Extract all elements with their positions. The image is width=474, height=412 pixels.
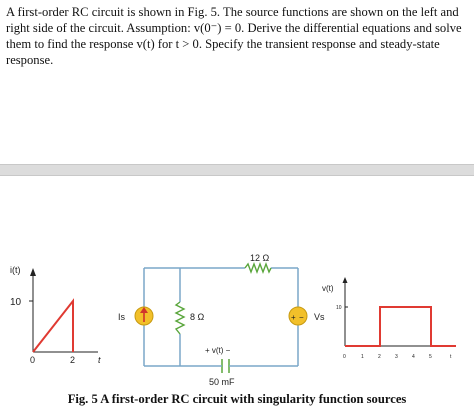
- ylabel-i: i(t): [10, 265, 21, 275]
- x-tick-label: 2: [70, 355, 76, 365]
- capacitor-voltage-label: + v(t) −: [205, 346, 231, 355]
- figure-caption: Fig. 5 A first-order RC circuit with singularity function sources: [67, 392, 407, 406]
- problem-statement: [6, 4, 470, 68]
- source-current-plot: [10, 265, 101, 365]
- section-divider: [0, 164, 474, 176]
- problem-line: A first-order RC circuit is shown in Fig. 5. The source functions are shown on the left and: [6, 5, 459, 19]
- voltage-source-label: Vs: [314, 312, 325, 322]
- y-axis-arrow: [30, 268, 36, 276]
- current-source-label: Is: [118, 312, 126, 322]
- problem-line: right side of the circuit. Assumption: v(0⁻) = 0. Derive the differential equations and solve: [6, 21, 462, 35]
- parallel-resistor: [176, 302, 205, 334]
- plus-sign: +: [291, 313, 296, 322]
- minus-sign: −: [299, 313, 304, 322]
- x-tick-label: 0: [343, 354, 346, 360]
- resistor-12-label: 12 Ω: [250, 253, 270, 263]
- current-source: [118, 307, 153, 325]
- voltage-source: [289, 307, 325, 325]
- y-axis-arrow: [343, 277, 348, 283]
- x-tick-label: 1: [361, 354, 364, 360]
- x-tick-label: 5: [429, 354, 432, 360]
- xlabel-t: t: [450, 354, 452, 360]
- y-tick-label: 10: [10, 297, 22, 308]
- ramp-waveform: [33, 301, 73, 352]
- source-voltage-plot: [322, 277, 456, 360]
- ylabel-v: v(t): [322, 284, 334, 293]
- x-tick-label: 3: [395, 354, 398, 360]
- pulse-waveform: [345, 307, 456, 346]
- x-tick-label: 2: [378, 354, 381, 360]
- problem-line: them to find the response v(t) for t > 0. Specify the transient response and steady-state: [6, 37, 440, 51]
- x-tick-label: 4: [412, 354, 415, 360]
- series-resistor: [245, 253, 271, 272]
- xlabel-t: t: [98, 355, 101, 365]
- figure-5: [0, 240, 474, 390]
- x-tick-label: 0: [30, 355, 36, 365]
- capacitor-value-label: 50 mF: [209, 377, 235, 387]
- problem-line: response.: [6, 53, 54, 67]
- resistor-8-label: 8 Ω: [190, 312, 205, 322]
- y-tick-label: 10: [336, 305, 342, 311]
